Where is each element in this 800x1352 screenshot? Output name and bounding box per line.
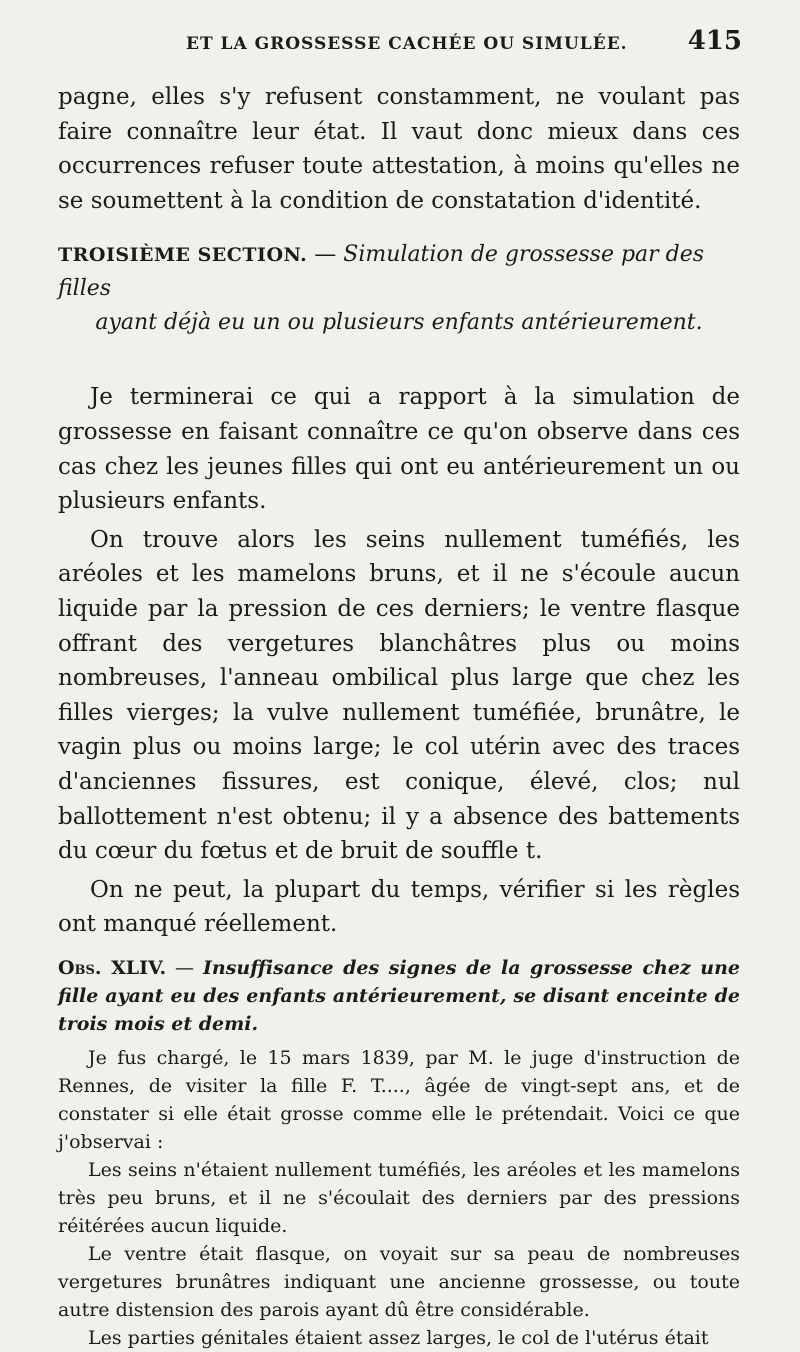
section-heading [58, 238, 740, 340]
observation-heading [58, 954, 740, 1038]
observation-label: Obs. XLIV. [58, 956, 167, 979]
obs-paragraph-4: Les parties génitales étaient assez larges, le col de l'utérus était [88, 1326, 709, 1349]
paragraph-2: On trouve alors les seins nullement tuméfiés, les aréoles et les mamelons bruns, et il ne s'écoule aucun liquide par la pression de ces derniers; le ventre flasque offrant des vergetures blanchâtres plus ou moins nombreuses, l'anneau ombilical plus large que chez les filles vierges; la vulve nullement tuméfiée, brunâtre, le vagin plus ou moins large; le col utérin avec des traces d'anciennes fissures, est conique, élevé, clos; nul ballottement n'est obtenu; il y a absence des battements du cœur du fœtus et de bruit de souffle t. [58, 526, 740, 865]
section-label: TROISIÈME SECTION. [58, 244, 308, 267]
intro-paragraph: pagne, elles s'y refusent constamment, ne voulant pas faire connaître leur état. Il vaut donc mieux dans ces occurrences refuser toute attestation, à moins qu'elles ne se soumettent à la condition de constatation d'identité. [58, 84, 740, 214]
obs-paragraph-2: Les seins n'étaient nullement tuméfiés, les aréoles et les mamelons très peu bruns, et il ne s'écoulait des derniers par des pressions réitérées aucun liquide. [58, 1158, 740, 1237]
obs-paragraph-1: Je fus chargé, le 15 mars 1839, par M. le juge d'instruction de Rennes, de visiter la fille F. T...., âgée de vingt-sept ans, et de constater si elle était grosse comme elle le prétendait. Voici ce que j'observai : [58, 1046, 740, 1153]
paragraph-3: On ne peut, la plupart du temps, vérifier si les règles ont manqué réellement. [58, 876, 740, 938]
section-dash: — [314, 242, 337, 268]
observation-dash: — [175, 956, 195, 979]
section-title-line1: Simulation de grossesse par des filles [58, 242, 705, 302]
obs-paragraph-3: Le ventre était flasque, on voyait sur sa peau de nombreuses vergetures brunâtres indiquant une ancienne grossesse, ou toute autre distension des parois ayant dû être considérable. [58, 1242, 740, 1321]
page-number: 415 [687, 26, 742, 56]
running-head: ET LA GROSSESSE CACHÉE OU SIMULÉE. [186, 34, 628, 54]
main-text [58, 80, 740, 942]
page-header [58, 0, 740, 80]
observation-text [58, 1044, 740, 1352]
section-title-line2: ayant déjà eu un ou plusieurs enfants antérieurement. [95, 310, 703, 336]
observation-title: Insuffisance des signes de la grossesse chez une fille ayant eu des enfants antérieurement, se disant enceinte de trois mois et demi. [58, 956, 740, 1035]
paragraph-1: Je terminerai ce qui a rapport à la simulation de grossesse en faisant connaître ce qu'on observe dans ces cas chez les jeunes filles qui ont eu antérieurement un ou plusieurs enfants. [58, 384, 740, 515]
